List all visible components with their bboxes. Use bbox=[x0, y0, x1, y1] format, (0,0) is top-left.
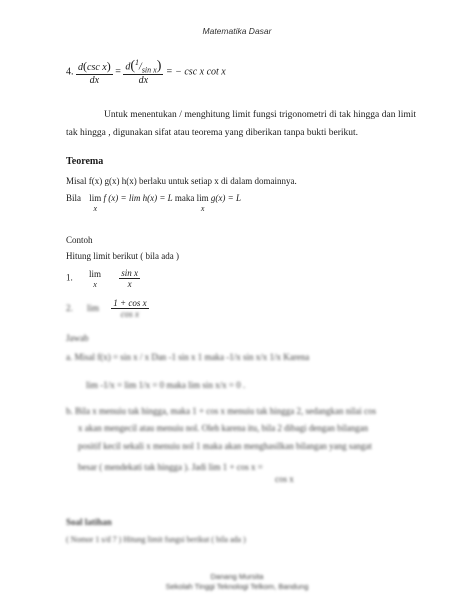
d-symbol: d bbox=[78, 61, 83, 73]
jawab-b-line4: besar ( mendekati tak hingga ). Jadi lim 1 + cos x = bbox=[78, 462, 263, 472]
lim-subscript: x bbox=[93, 204, 98, 213]
lim-subscript-2: x bbox=[200, 204, 205, 213]
jawab-a-line1: a. Misal f(x) = sin x / x Dan -1 sin x 1 maka -1/x sin x/x 1/x Karena bbox=[66, 352, 310, 362]
formula-4: 4. $\frac{\text{d(csc x)}}{dx}$ = $\frac{d(^1/_{sin x})}{dx}$ = − csc x cot x bbox=[66, 58, 226, 87]
d-symbol-2: d bbox=[125, 61, 131, 73]
formula-result: = − csc x cot x bbox=[165, 66, 226, 78]
jawab-heading: Jawab bbox=[66, 333, 89, 343]
maka-label: maka bbox=[174, 193, 195, 203]
item2-denominator: cos x bbox=[120, 309, 140, 319]
intro-paragraph bbox=[66, 106, 416, 142]
jawab-b-line1: b. Bila x menuiu tak hingga, maka 1 + cos x menuiu tak hingga 2, sedangkan nilai cos bbox=[66, 406, 377, 416]
csc-term: csc x bbox=[87, 61, 107, 73]
soal-heading: Soal latihan bbox=[66, 517, 112, 527]
teorema-line2 bbox=[66, 193, 241, 213]
item1-denominator: x bbox=[127, 279, 132, 289]
f-expression: f (x) = lim h(x) = L bbox=[103, 193, 173, 203]
lim-label-2: lim bbox=[196, 193, 209, 203]
dx-denominator-2: dx bbox=[138, 75, 149, 87]
footer-institution: Sekolah Tinggi Teknologi Telkom, Bandung bbox=[165, 582, 309, 591]
item2-numerator: 1 + cos x bbox=[113, 298, 147, 308]
soal-line: ( Nomor 1 s/d 7 ) Hitung limit fungsi berikut ( bila ada ) bbox=[66, 535, 246, 544]
jawab-a-line2: lim -1/x = lim 1/x = 0 maka lim sin x/x = 0 . bbox=[86, 380, 246, 390]
contoh-heading: Contoh bbox=[66, 235, 93, 245]
formula-number: 4. bbox=[66, 66, 74, 78]
formula-lhs-fraction: $\frac{\text{d(csc x)}}{dx}$ bbox=[78, 58, 111, 86]
item1-fraction bbox=[119, 268, 140, 289]
item1-sub: x bbox=[93, 279, 97, 289]
teorema-line1: Misal f(x) g(x) h(x) berlaku untuk setiap x di dalam domainnya. bbox=[66, 176, 297, 186]
item1-numerator: sin x bbox=[121, 268, 139, 278]
contoh-item-2 bbox=[66, 298, 149, 319]
footer-author: Danang Mursita bbox=[210, 572, 264, 581]
intro-text: Untuk menentukan / menghitung limit fungsi trigonometri di tak hingga dan limit tak hingga , digunakan sifat atau teorema yang diberikan tanpa bukti berikut. bbox=[66, 110, 416, 138]
item1-number: 1. bbox=[66, 272, 73, 283]
contoh-task: Hitung limit berikut ( bila ada ) bbox=[66, 251, 179, 261]
jawab-b-line2: x akan mengecil atau menuiu nol. Oleh karena itu, bila 2 dibagi dengan bilangan bbox=[78, 423, 369, 433]
item2-fraction bbox=[111, 298, 148, 319]
one-numerator: 1 bbox=[135, 58, 140, 67]
g-expression: g(x) = L bbox=[210, 193, 241, 203]
item1-lim: lim bbox=[89, 268, 102, 279]
formula-rhs-fraction: $\frac{d(^1/_{sin x})}{dx}$ bbox=[125, 58, 162, 87]
jawab-b-line3: positif kecil sekali x menuiu nol 1 maka akan menghasilkan bilangan yang sangat bbox=[78, 441, 372, 451]
item2-lim: lim bbox=[87, 302, 100, 313]
teorema-heading: Teorema bbox=[66, 156, 104, 167]
sin-denominator: sin x bbox=[141, 65, 157, 75]
bila-label: Bila bbox=[66, 193, 81, 203]
dx-denominator: dx bbox=[89, 74, 100, 86]
lim-label: lim bbox=[89, 193, 102, 203]
page-header: Matematika Dasar bbox=[202, 26, 272, 36]
item2-number: 2. bbox=[66, 302, 73, 313]
contoh-item-1 bbox=[66, 268, 140, 289]
jawab-b-line4b: cos x bbox=[275, 474, 294, 484]
